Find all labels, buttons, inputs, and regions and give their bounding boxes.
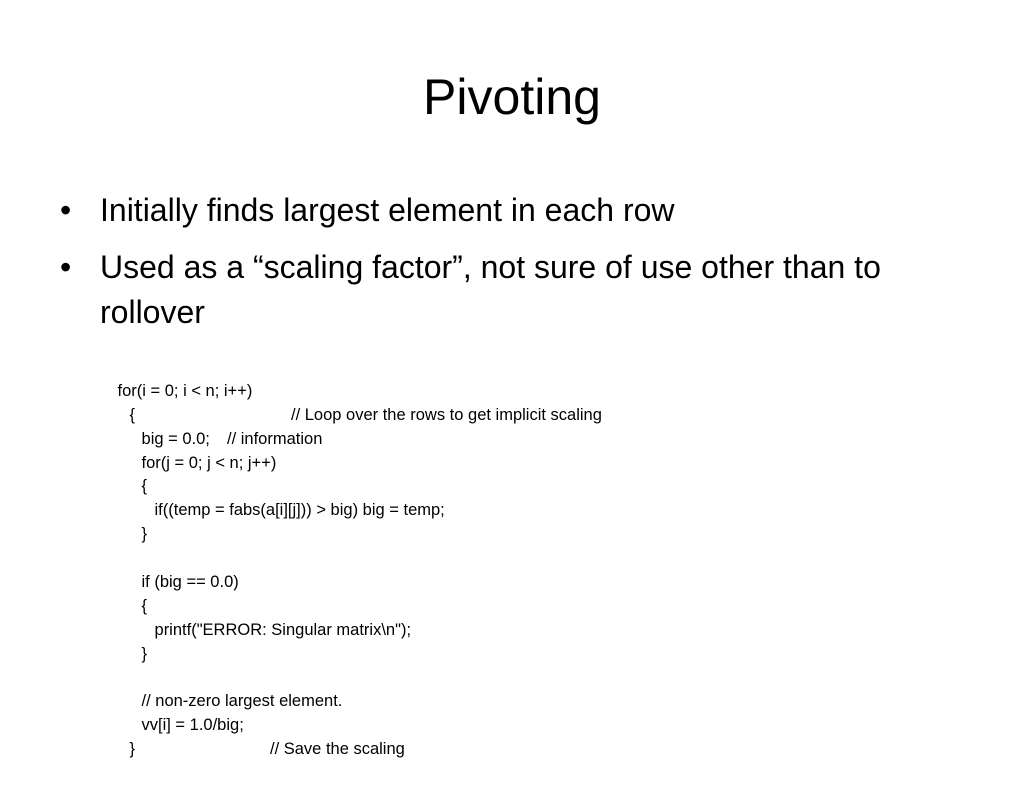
code-text: {: [141, 596, 148, 615]
bullet-icon: •: [60, 249, 72, 285]
bullet-text: Used as a “scaling factor”, not sure of use other than to rollover: [100, 249, 881, 330]
code-text: printf("ERROR: Singular matrix\n");: [154, 620, 412, 639]
code-line: [90, 571, 790, 615]
bullet-item: [58, 245, 978, 335]
bullet-icon: •: [60, 192, 72, 228]
code-text: }: [141, 525, 148, 544]
code-line: [90, 356, 790, 424]
slide-title: Pivoting: [423, 69, 601, 125]
code-text: vv[i] = 1.0/big;: [141, 716, 244, 735]
code-block: [90, 356, 790, 759]
code-comment: // non-zero largest element.: [141, 692, 343, 711]
code-line: [90, 690, 790, 759]
bullet-text: Initially finds largest element in each row: [100, 192, 675, 228]
code-line: [90, 595, 790, 639]
code-blank-line: [90, 523, 790, 547]
code-line: [90, 619, 790, 663]
code-text: }: [141, 644, 148, 663]
code-line: [90, 499, 790, 544]
code-text: for(j = 0; j < n; j++): [141, 453, 277, 472]
code-line: [90, 667, 790, 711]
code-text: big = 0.0;: [141, 429, 210, 448]
code-text: }: [129, 740, 136, 759]
code-line: [90, 428, 790, 472]
code-comment: // Save the scaling: [270, 740, 405, 759]
code-text: {: [129, 405, 136, 424]
bullet-item: [58, 188, 978, 233]
code-line: [90, 452, 790, 496]
code-comment: // information: [227, 429, 323, 448]
code-text: if((temp = fabs(a[i][j])) > big) big = temp;: [154, 501, 445, 520]
code-text: if (big == 0.0): [141, 573, 239, 592]
bullet-list: [58, 188, 978, 347]
code-text: for(i = 0; i < n; i++): [117, 381, 253, 400]
code-line: [90, 475, 790, 520]
code-text: {: [141, 477, 148, 496]
code-line: [90, 547, 790, 592]
code-blank-line: [90, 643, 790, 667]
code-comment: // Loop over the rows to get implicit scaling: [291, 405, 602, 424]
